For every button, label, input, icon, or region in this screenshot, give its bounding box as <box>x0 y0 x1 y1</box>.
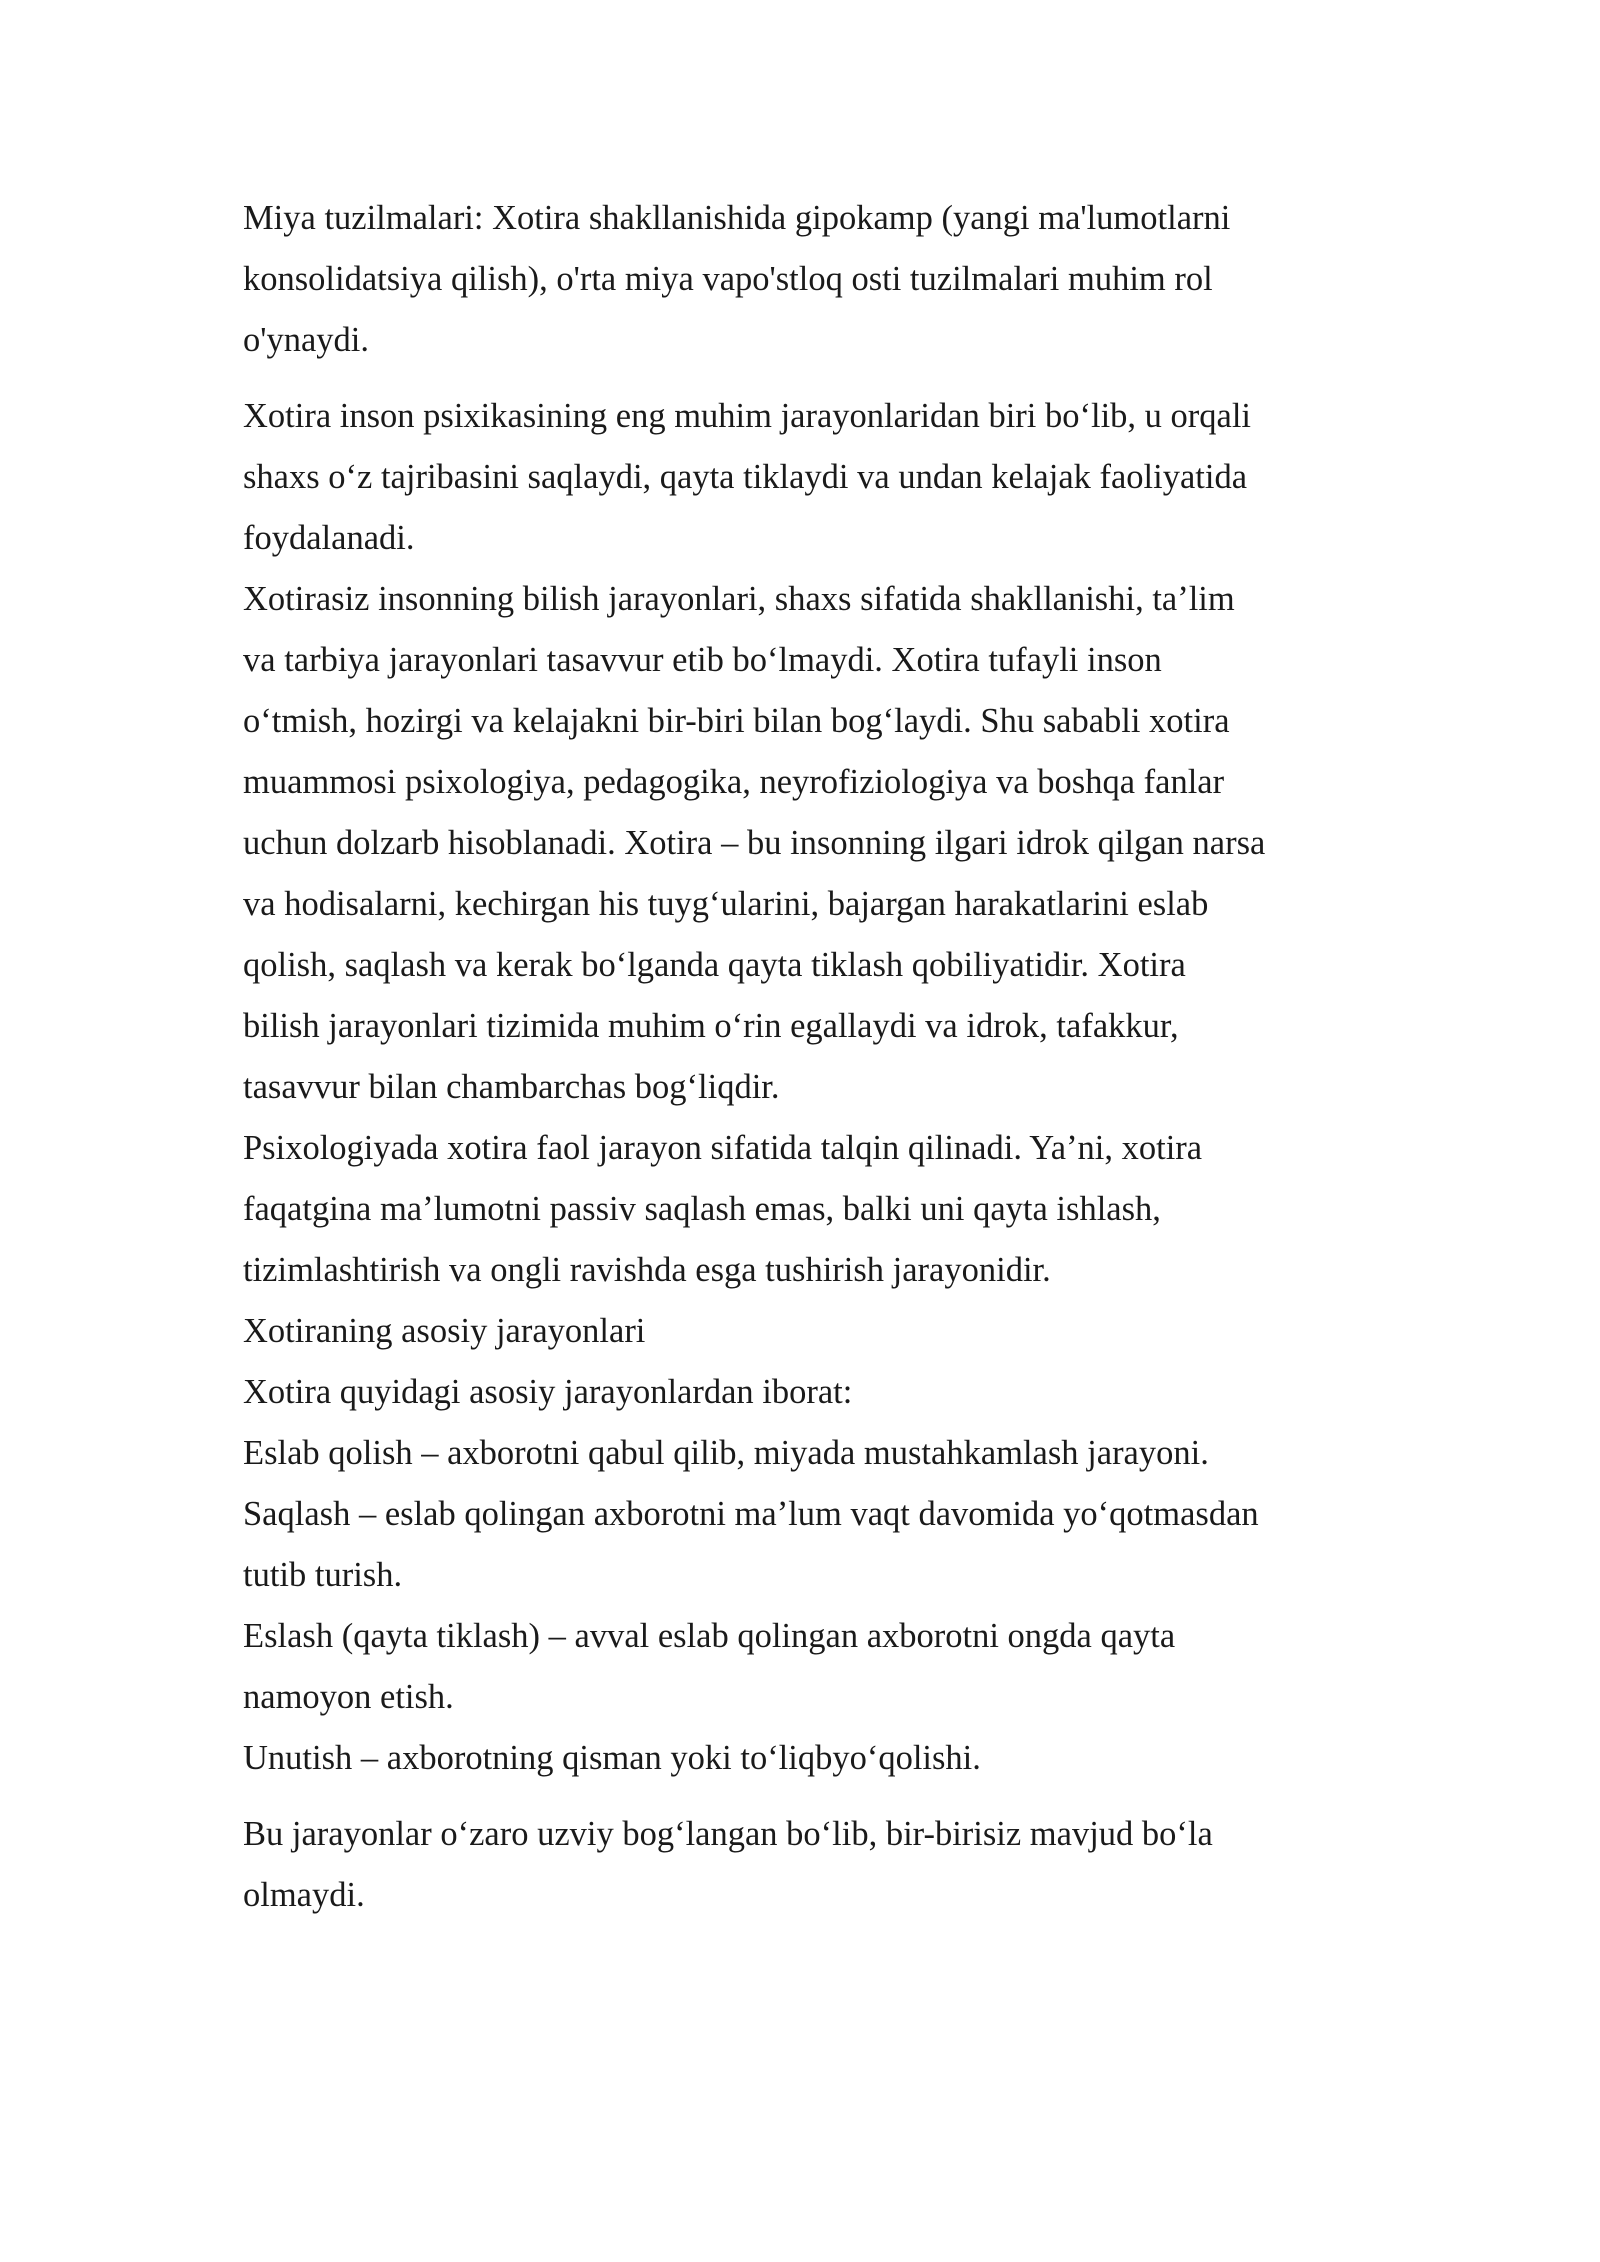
section-heading-memory-processes: Xotiraning asosiy jarayonlari <box>243 1312 646 1350</box>
list-item-recalling: Eslash (qayta tiklash) – avval eslab qolingan axborotni ongda qayta namoyon etish. <box>243 1617 1176 1716</box>
document-body <box>243 188 1383 1926</box>
paragraph-memory-importance: Xotirasiz insonning bilish jarayonlari, shaxs sifatida shakllanishi, taʼlim va tarbiya jarayonlari tasavvur etib boʻlmaydi. Xotira tufayli inson oʻtmish, hozirgi va kelajakni bir-biri bilan bogʻlaydi. Shu sababli xotira muammosi psixologiya, pedagogika, neyrofiziologiya va boshqa fanlar uchun dolzarb hisoblanadi. Xotira – bu insonning ilgari idrok qilgan narsa va hodisalarni, kechirgan his tuygʻularini, bajargan harakatlarini eslab qolish, saqlash va kerak boʻlganda qayta tiklash qobiliyatidir. Xotira bilish jarayonlari tizimida muhim oʻrin egallaydi va idrok, tafakkur, tasavvur bilan chambarchas bogʻliqdir. <box>243 580 1266 1106</box>
paragraph-brain-structures: Miya tuzilmalari: Xotira shakllanishida gipokamp (yangi ma'lumotlarni konsolidatsiya qilish), o'rta miya vapo'stloq osti tuzilmalari muhim rol o'ynaydi. <box>243 199 1231 359</box>
list-item-remembering: Eslab qolish – axborotni qabul qilib, miyada mustahkamlash jarayoni. <box>243 1434 1209 1472</box>
list-item-storing: Saqlash – eslab qolingan axborotni maʼlum vaqt davomida yoʻqotmasdan tutib turish. <box>243 1495 1259 1594</box>
paragraph-memory-intro: Xotira inson psixikasining eng muhim jarayonlaridan biri boʻlib, u orqali shaxs oʻz tajribasini saqlaydi, qayta tiklaydi va undan kelajak faoliyatida foydalanadi. <box>243 397 1251 557</box>
list-item-forgetting: Unutish – axborotning qisman yoki toʻliqbyoʻqolishi. <box>243 1739 981 1777</box>
paragraph-conclusion: Bu jarayonlar oʻzaro uzviy bogʻlangan boʻlib, bir-birisiz mavjud boʻla olmaydi. <box>243 1815 1213 1914</box>
paragraph-psychology-view: Psixologiyada xotira faol jarayon sifatida talqin qilinadi. Yaʼni, xotira faqatgina maʼlumotni passiv saqlash emas, balki uni qayta ishlash, tizimlashtirish va ongli ravishda esga tushirish jarayonidir. <box>243 1129 1203 1289</box>
paragraph-processes-intro: Xotira quyidagi asosiy jarayonlardan iborat: <box>243 1373 853 1411</box>
